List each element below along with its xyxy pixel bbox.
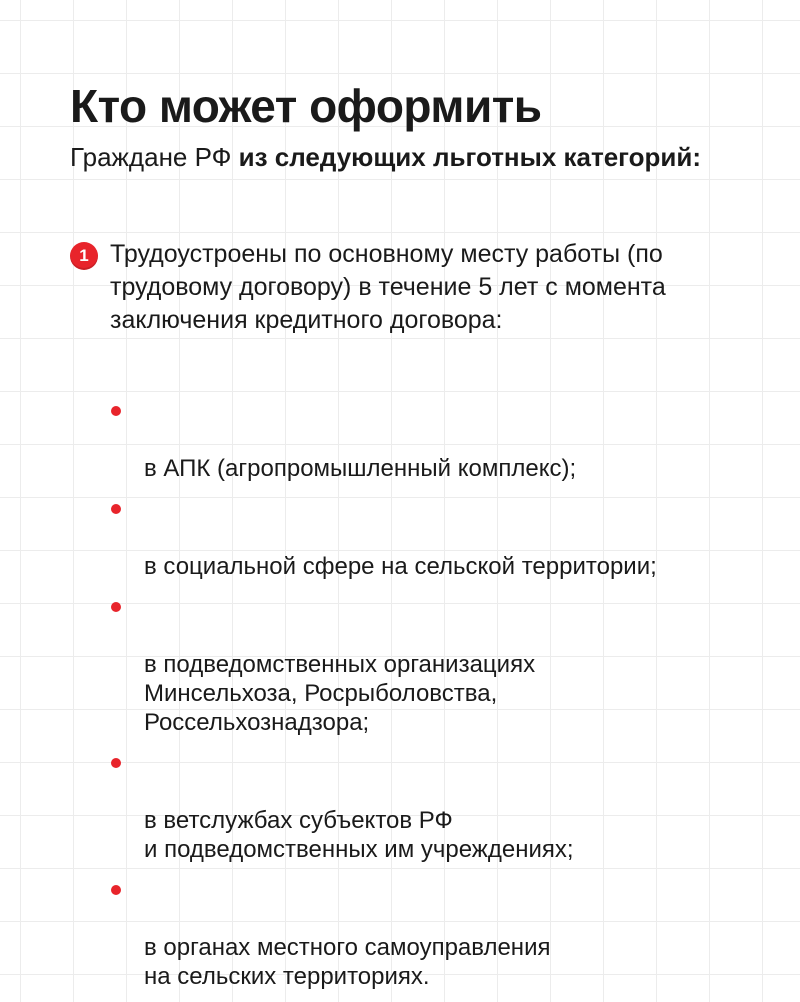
- page-title: Кто может оформить: [70, 79, 542, 132]
- subtitle-bold: из следующих льготных категорий:: [238, 142, 702, 172]
- subtitle: [70, 140, 710, 174]
- list-item-text: в подведомственных организациях Минсельхоза, Росрыболовства, Россельхознадзора;: [144, 651, 536, 736]
- list-item-text: в социальной сфере на сельской территории;: [144, 553, 657, 580]
- bullet-dot-icon: [111, 758, 121, 768]
- list-item: [108, 592, 768, 737]
- bullet-dot-icon: [111, 504, 121, 514]
- bullet-dot-icon: [111, 602, 121, 612]
- bullet-list: [108, 396, 768, 1002]
- subtitle-regular: Граждане РФ: [70, 142, 239, 172]
- section-text: Трудоустроены по основному месту работы (по трудовому договору) в течение 5 лет с момента заключения кредитного договора:: [110, 240, 666, 334]
- list-item-text: в органах местного самоуправления на сельских территориях.: [144, 934, 551, 990]
- bullet-dot-icon: [111, 885, 121, 895]
- number-badge: 1: [70, 242, 98, 270]
- list-item: [108, 396, 768, 483]
- list-item: [108, 494, 768, 581]
- list-item: [108, 748, 768, 864]
- list-item-text: в АПК (агропромышленный комплекс);: [144, 455, 577, 482]
- list-item: [108, 875, 768, 991]
- bullet-dot-icon: [111, 406, 121, 416]
- list-item-text: в ветслужбах субъектов РФ и подведомственных им учреждениях;: [144, 807, 574, 863]
